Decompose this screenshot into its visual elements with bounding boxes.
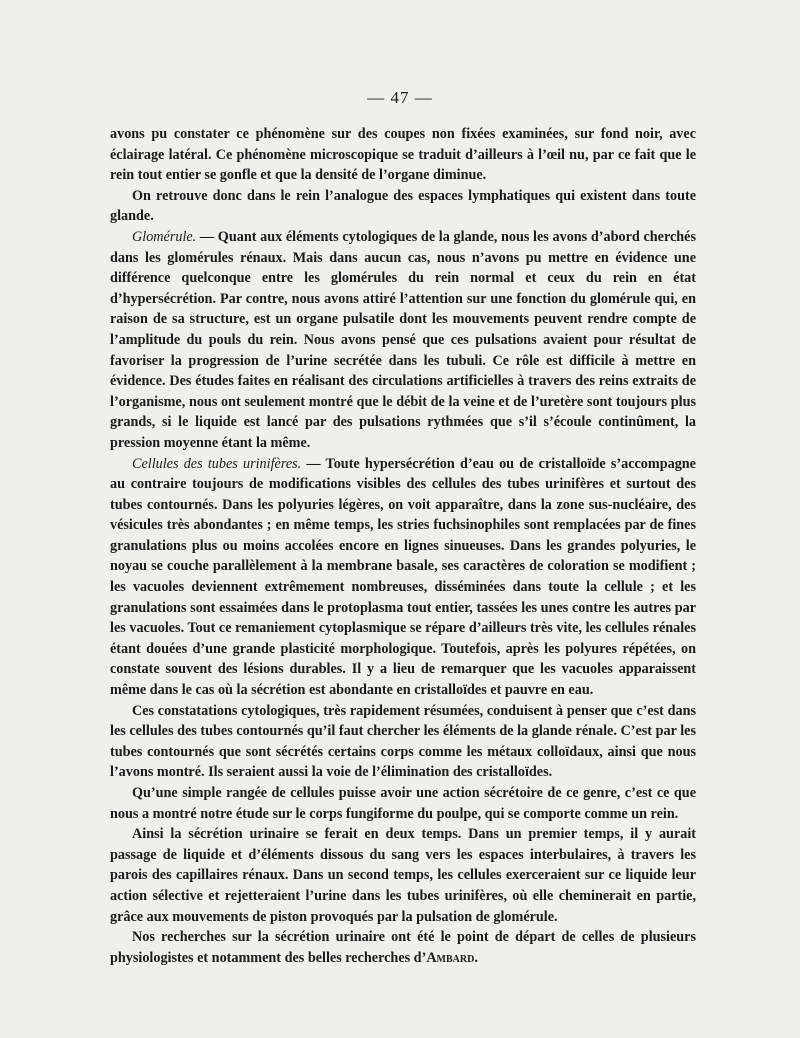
section-heading-cellules: Cellules des tubes urinifères. [132,455,302,472]
paragraph-5: Ces constatations cytologiques, très rapidement résumées, conduisent à penser que c’est dans les cellules des tubes contournés qu’il faut chercher les éléments de la glande rénale. C’est par les tubes contournés que sont sécrétés certains corps comme les métaux colloïdaux, ainsi que nous l’avons montré. Ils seraient aussi la voie de l’élimination des cristalloïdes. [110,702,696,781]
author-name: Ambard [426,949,475,966]
body-text [110,124,696,968]
paragraph-7: Ainsi la sécrétion urinaire se ferait en deux temps. Dans un premier temps, il y aurait passage de liquide et d’éléments dissous du sang vers les espaces interbulaires, à travers les parois des capillaires rénaux. Dans un second temps, les cellules exerceraient sur ce liquide leur action sélective et rejetteraient l’urine dans les tubes urinifères, où elle cheminerait en partie, grâce aux mouvements de piston provoqués par la pulsation de glomérule. [110,826,696,925]
page-number: — 47 — [367,88,433,107]
paragraph-6: Qu’une simple rangée de cellules puisse avoir une action sécrétoire de ce genre, c’est ce que nous a montré notre étude sur le corps fungiforme du poulpe, qui se comporte comme un rein. [110,785,696,822]
paragraph-8 [110,927,696,968]
paragraph-4-body: — Toute hypersécrétion d’eau ou de cristalloïde s’accompagne au contraire toujours de modifications visibles des cellules des tubes urinifères et surtout des tubes contournés. Dans les polyuries légères, on voit apparaître, dans la zone sus-nucléaire, des vésicules très abondantes ; en même temps, les stries fuchsinophiles sont remplacées par de fines granulations plus ou moins accolées encore en lignes sinueuses. Dans les grandes polyuries, le noyau se couche parallèlement à la membrane basale, ses caractères de coloration se modifient ; les vacuoles deviennent extrêmement nombreuses, disséminées dans toute la cellule ; et les granulations sont essaimées dans le protoplasma tout entier, tassées les unes contre les autres par les vacuoles. Tout ce remaniement cytoplasmique se répare d’ailleurs très vite, les cellules rénales étant douées d’une grande plasticité morphologique. Toutefois, après les polyures répétées, on constate souvent des lésions durables. Il y a lieu de remarquer que les vacuoles apparaissent même dans le cas où la sécrétion est abondante en cristalloïdes et pauvre en eau. [110,455,696,699]
paragraph-3 [110,227,696,454]
paragraph-3-body: — Quant aux éléments cytologiques de la glande, nous les avons d’abord cherchés dans les glomérules rénaux. Mais dans aucun cas, nous n’avons pu mettre en évidence une différence quelconque entre les glomérules du rein normal et ceux du rein en état d’hypersécrétion. Par contre, nous avons attiré l’attention sur une fonction du glomérule qui, en raison de sa structure, est un organe pulsatile dont les mouvements peuvent rendre compte de l’amplitude du pouls du rein. Nous avons pensé que ces pulsations avaient pour résultat de favoriser la progression de l’urine secrétée dans les tubuli. Ce rôle est difficile à mettre en évidence. Des études faites en réalisant des circulations artificielles à travers des reins extraits de l’organisme, nous ont seulement montré que le débit de la veine et de l’uretère sont toujours plus grands, si le liquide est lancé par des pulsations rythmées que s’il s’écoule continûment, la pression moyenne étant la même. [110,228,696,451]
paragraph-8-end: . [474,949,478,966]
section-heading-glomerule: Glomérule. [132,228,197,245]
paragraph-2: On retrouve donc dans le rein l’analogue des espaces lymphatiques qui existent dans toute glande. [110,187,696,225]
paragraph-1: avons pu constater ce phénomène sur des coupes non fixées examinées, sur fond noir, avec éclairage latéral. Ce phénomène microscopique se traduit d’ailleurs à l’œil nu, par ce fait que le rein tout entier se gonfle et que la densité de l’organe diminue. [110,126,696,184]
paragraph-4 [110,454,696,701]
paragraph-8-body: Nos recherches sur la sécrétion urinaire ont été le point de départ de celles de plusieurs physiologistes et notamment des belles recherches d’ [110,929,696,966]
